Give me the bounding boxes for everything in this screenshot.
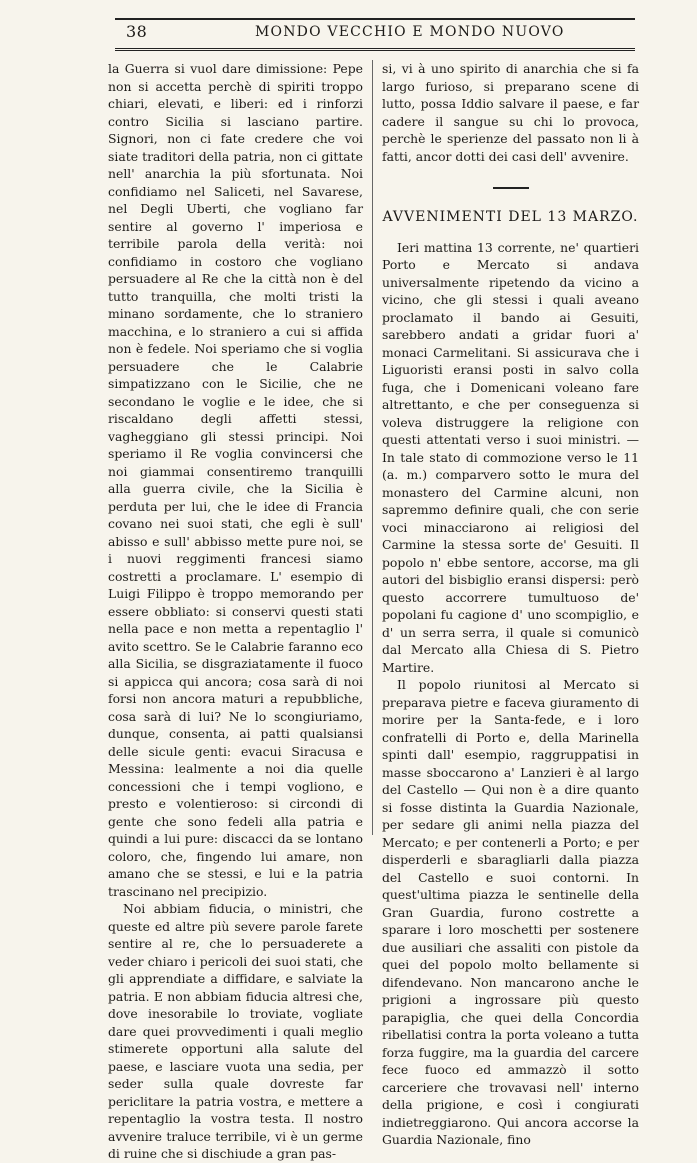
section-divider xyxy=(493,187,529,189)
page-number: 38 xyxy=(126,22,148,41)
paragraph: si, vi à uno spirito di anarchia che si fa largo furioso, si preparano scene di lutto, possa Iddio salvare il paese, e far cadere il sangue su chi lo provoca, perchè le sperienze del passato non li à fatti, ancor dotti dei casi dell' avvenire. xyxy=(382,61,639,164)
section-heading: AVVENIMENTI DEL 13 MARZO. xyxy=(382,209,639,225)
left-column xyxy=(108,60,363,1163)
column-divider xyxy=(372,60,373,835)
paragraph: Ieri mattina 13 corrente, ne' quartieri Porto e Mercato si andava universalmente ripetendo da vicino a vicino, che gli stessi i quali aveano proclamato il bando ai Gesuiti, sarebbero andati a gridar fuori a' monaci Carmelitani. Si assicurava che i Liguoristi eransi posti in salvo colla fuga, che i Domenicani voleano fare altrettanto, e che per conseguenza si voleva distruggere la religione con questi attentati verso i suoi ministri. — In tale stato di commozione verso le 11 (a. m.) comparvero sotto le mura del monastero del Carmine alcuni, non sapremmo definire quali, che con serie voci minacciarono ai religiosi del Carmine la stessa sorte de' Gesuiti. Il popolo n' ebbe sentore, accorse, ma gli autori del bisbiglio eransi dispersi: però questo accorrere tumultuoso de' popolani fu cagione d' uno scompiglio, e d' un serra serra, il quale si comunicò dal Mercato alla Chiesa di S. Pietro Martire. xyxy=(382,239,639,675)
right-column xyxy=(382,60,639,1149)
paragraph: Il popolo riunitosi al Mercato si preparava pietre e faceva giuramento di morire per la Santa-fede, e i loro confratelli di Porto e, della Marinella spinti dall' esempio, raggruppatisi in masse sboccarono a' Lanzieri è al largo del Castello — Qui non è a dire quanto si fosse distinta la Guardia Nazionale, per sedare gli animi nella piazza del Mercato; e per contenerli a Porto; e per disperderli e sbaragliarli dalla piazza del Castello e suoi contorni. In quest'ultima piazza le sentinelle della Gran Guardia, furono costrette a sparare i loro moschetti per sostenere due ausiliari che assaliti con pistole da quei del popolo molto bellamente si difendevano. Non mancarono anche le prigioni a ingrossare più questo parapiglia, che quei della Concordia ribellatisi contra la porta voleano a tutta forza fuggire, ma la guardia del carcere fece fuoco ed ammazzò il sotto carceriere che trovavasi nell' interno della prigione, e così i congiurati indietreggiarono. Qui ancora accorse la Guardia Nazionale, fino xyxy=(382,677,639,1147)
header-rule xyxy=(115,48,635,51)
running-title: MONDO VECCHIO E MONDO NUOVO xyxy=(255,24,565,40)
top-rule xyxy=(115,18,635,20)
paragraph: la Guerra si vuol dare dimissione: Pepe non si accetta perchè di spiriti troppo chiari, elevati, e liberi: ed i rinforzi contro Sicilia si lasciano partire. Signori, non ci fate credere che voi siate traditori della patria, non ci gittate nell' anarchia la più sfortunata. Noi confidiamo nel Saliceti, nel Savarese, nel Degli Uberti, che vogliano far sentire al governo l' imperiosa e terribile parola della verità: noi confidiamo in costoro che vogliano persuadere al Re che la città non è del tutto tranquilla, che molti tristi la minano sordamente, che lo straniero macchina, e lo straniero a cui si affida non è fedele. Noi speriamo che si voglia persuadere che le Calabrie simpatizzano con le Sicilie, che ne secondano le voglie e le idee, che si riscaldano degli affetti stessi, vagheggiano gli stessi principi. Noi speriamo il Re voglia convincersi che noi giammai consentiremo tranquilli alla guerra civile, che la Sicilia è perduta per lui, che le idee di Francia covano nei suoi stati, che egli è sull' abisso e sull' abbisso mette pure noi, se i nuovi reggimenti francesi siamo costretti a proclamare. L' esempio di Luigi Filippo è troppo memorando per essere obbliato: si conservi questi stati nella pace e non metta a repentaglio l' avito scettro. Se le Calabrie faranno eco alla Sicilia, se disgraziatamente il fuoco si appicca qui ancora; cosa sarà di noi forsi non ancora maturi a repubbliche, cosa sarà di lui? Ne lo scongiuriamo, dunque, consenta, ai patti qualsiansi delle sicule genti: evacui Siracusa e Messina: lealmente a noi dia quelle concessioni che i tempi vogliono, e presto e volentieroso: si circondi di gente che sono fedeli alla patria e quindi a lui pure: discacci da se lontano coloro, che, fingendo lui amare, non amano che se stessi, e lui e la patria trascinano nel precipizio. xyxy=(108,61,363,899)
paragraph: Noi abbiam fiducia, o ministri, che queste ed altre più severe parole farete sentire al re, che lo persuaderete a veder chiaro i pericoli dei suoi stati, che gli apprendiate a diffidare, e salviate la patria. E non abbiam fiducia altresi che, dove inesorabile lo troviate, vogliate dare quei provvedimenti i quali meglio stimerete opportuni alla salute del paese, e lasciare vuota una sedia, per seder sulla quale dovreste far periclitare la patria vostra, e mettere a repentaglio la vostra testa. Il nostro avvenire traluce terribile, vi è un germe di ruine che si dischiude a gran pas- xyxy=(108,901,363,1161)
